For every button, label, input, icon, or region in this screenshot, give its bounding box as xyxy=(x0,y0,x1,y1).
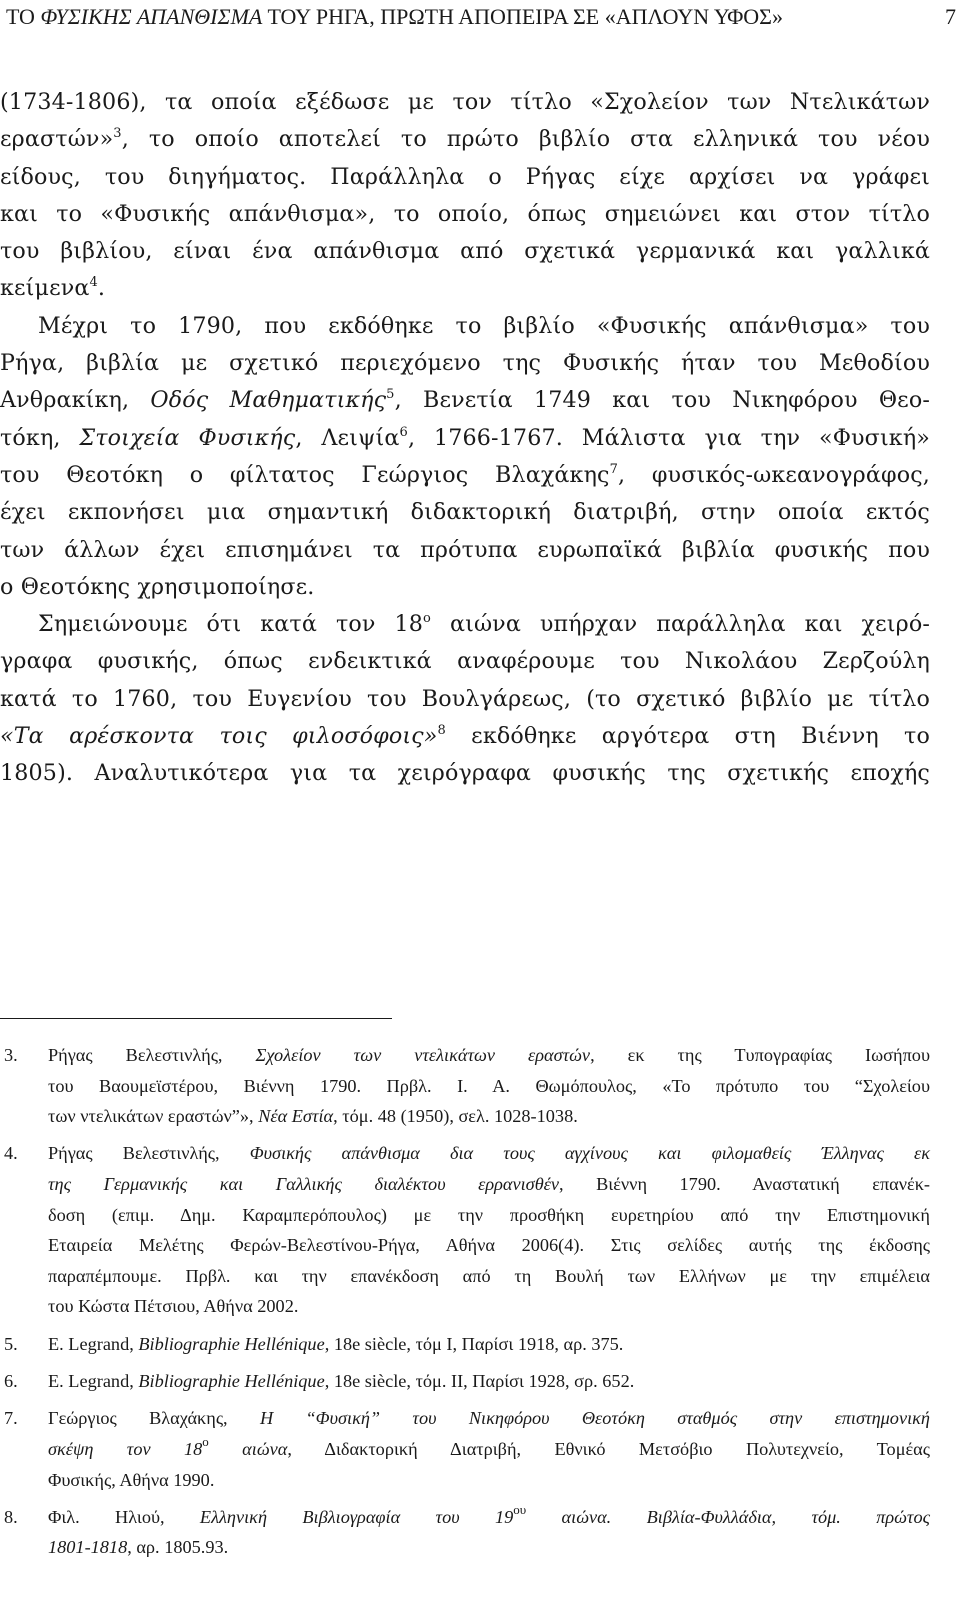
text-line: «Τα αρέσκοντα τοις φιλοσόφοις»$^8$ εκδόθηκε αργότερα στη Βιέννη το xyxy=(0,723,930,750)
footnote-number: 5. xyxy=(4,1333,18,1354)
footnote-ref: 5 xyxy=(386,387,395,403)
footnote-8: 8. Φιλ. Ηλιού, Ελληνική Βιβλιογραφία του $19^{o\upsilon}$ αιώνα. Βιβλία-Φυλλάδια, τόμ. πρώτος 1801-1818, αρ. 1805.93. xyxy=(4,1501,930,1558)
paragraph-1 xyxy=(0,84,930,308)
text-line: των άλλων έχει επισημάνει τα πρότυπα ευρωπαϊκά βιβλία φυσικής που xyxy=(0,536,930,563)
running-title: ΤΟ ΦΥΣΙΚΗΣ ΑΠΑΝΘΙΣΜΑ ΤΟΥ ΡΗΓΑ, ΠΡΩΤΗ ΑΠΟΠΕΙΡΑ ΣΕ «ΑΠΛΟΥΝ ΥΦΟΣ» xyxy=(6,4,783,29)
text-line: του Θεοτόκη ο φίλτατος Γεώργιος Βλαχάκης$^7$, φυσικός-ωκεανογράφος, xyxy=(0,461,930,488)
text-line: γραφα φυσικής, όπως ενδεικτικά αναφέρουμε του Νικολάου Ζερζούλη xyxy=(0,648,930,675)
body-text xyxy=(0,84,930,793)
text-line: έχει εκπονήσει μια σημαντική διδακτορική διατριβή, στην οποία εκτός xyxy=(0,499,930,526)
footnote-7: 7. Γεώργιος Βλαχάκης, Η “Φυσική” του Νικηφόρου Θεοτόκη σταθμός στην επιστημονική σκέψη τον $18^o$ αιώνα, Διδακτορική Διατριβή, Εθνικό Μετσόβιο Πολυτεχνείο, Τομέας Φυσικής, Αθήνα 1990. xyxy=(0,1403,930,1501)
text-line: και το «Φυσικής απάνθισμα», το οποίο, όπως σημειώνει και στον τίτλο xyxy=(0,200,930,227)
footnote-number: 6. xyxy=(4,1371,18,1392)
footnote-5: 5. E. Legrand, Bibliographie Hellénique, 18e siècle, τόμ Ι, Παρίσι 1918, αρ. 375. xyxy=(0,1329,930,1366)
paragraph-2 xyxy=(0,308,930,606)
footnotes xyxy=(0,1040,930,1570)
text-line: του βιβλίου, είναι ένα απάνθισμα από σχετικά γερμανικά και γαλλικά xyxy=(0,238,930,265)
page-number: 7 xyxy=(945,4,956,29)
text-line: κείμενα$^4$. xyxy=(0,275,106,302)
text-line: εραστών»$^3$, το οποίο αποτελεί το πρώτο βιβλίο στα ελληνικά του νέου xyxy=(0,126,930,153)
text-line: Ρήγα, βιβλία με σχετικό περιεχόμενο της Φυσικής ήταν του Μεθοδίου xyxy=(0,350,930,377)
text-line: 1805). Αναλυτικότερα για τα χειρόγραφα φυσικής της σχετικής εποχής xyxy=(0,760,930,787)
footnote-number: 7. xyxy=(4,1408,18,1429)
text-line: είδους, του διηγήματος. Παράλληλα ο Ρήγας είχε αρχίσει να γράφει xyxy=(0,163,930,190)
text-line: Ανθρακίκη, Οδός Μαθηματικής$^5$, Βενετία 1749 και του Νικηφόρου Θεο- xyxy=(0,387,930,414)
footnote-ref: 6 xyxy=(399,424,408,440)
text-line: ο Θεοτόκης χρησιμοποίησε. xyxy=(0,573,315,600)
text-line: Μέχρι το 1790, που εκδόθηκε το βιβλίο «Φυσικής απάνθισμα» του xyxy=(38,312,930,339)
paragraph-3 xyxy=(0,606,930,792)
text-line: τόκη, Στοιχεία Φυσικής, Λειψία$^6$, 1766-1767. Μάλιστα για την «Φυσική» xyxy=(0,424,930,451)
footnote-ref: 8 xyxy=(437,723,446,739)
footnote-4: 4. Ρήγας Βελεστινλής, Φυσικής απάνθισμα δια τους αγχίνους και φιλομαθείς Έλληνας εκ της Γερμανικής και Γαλλικής διαλέκτου ερρανισθέν, Βιέννη 1790. Αναστατική επανέκ- δοση (επιμ. Δημ. Καραμπερόπουλος) με την προσθήκη ευρετηρίου από την Επιστημονική Εταιρεία Μελέτης Φερών-Βελεστίνου-Ρήγα, Αθήνα 2006(4). Στις σελίδες αυτής της έκδοσης παραπέμπουμε. Πρβλ. και την επανέκδοση από τη Βουλή των Ελλήνων με την επιμέλεια του Κώστα Πέτσιου, Αθήνα 2002. xyxy=(0,1138,930,1328)
footnote-ref: 7 xyxy=(609,461,619,477)
text-line: (1734-1806), τα οποία εξέδωσε με τον τίτλο «Σχολείον των Ντελικάτων xyxy=(0,89,930,115)
text-line: Σημειώνουμε ότι κατά τον $18^o$ αιώνα υπήρχαν παράλληλα και χειρό- xyxy=(38,611,930,638)
footnote-6: 6. E. Legrand, Bibliographie Hellénique, 18e siècle, τόμ. ΙΙ, Παρίσι 1928, σρ. 652. xyxy=(0,1366,930,1403)
footnote-divider xyxy=(0,1018,392,1019)
text-line: κατά το 1760, του Ευγενίου του Βουλγάρεως, (το σχετικό βιβλίο με τίτλο xyxy=(0,685,930,712)
footnote-ref: 4 xyxy=(89,275,98,291)
footnote-ref: 3 xyxy=(113,126,122,142)
running-header xyxy=(6,4,956,38)
footnote-number: 8. xyxy=(4,1506,18,1527)
footnote-number: 4. xyxy=(4,1143,18,1164)
footnote-number: 3. xyxy=(4,1045,18,1065)
footnote-3: 3. Ρήγας Βελεστινλής, Σχολείον των ντελικάτων εραστών, εκ της Τυπογραφίας Ιωσήπου του Βαουμεϊστέρου, Βιέννη 1790. Πρβλ. Ι. Α. Θωμόπουλος, «Το πρότυπο του “Σχολείου των ντελικάτων εραστών”», Νέα Εστία, τόμ. 48 (1950), σελ. 1028-1038. xyxy=(0,1040,930,1138)
